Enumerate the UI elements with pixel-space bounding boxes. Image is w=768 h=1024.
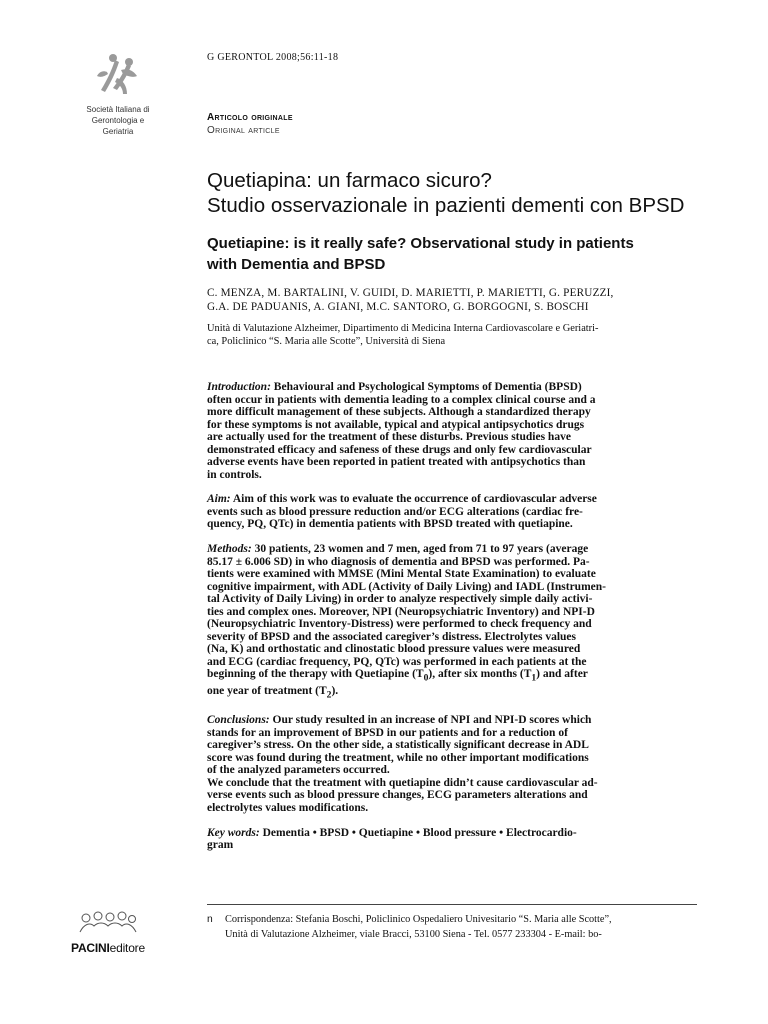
- abstract-line: [207, 668, 697, 685]
- text-run: ), after six months (T: [428, 668, 532, 681]
- abstract-line: caregiver’s stress. On the other side, a statistically significant decrease in ADL: [207, 739, 589, 752]
- abstract-line: Dementia • BPSD • Quetiapine • Blood pressure • Electrocardio-: [259, 826, 577, 839]
- abstract-aim: [207, 493, 697, 531]
- publisher-name-rest: editore: [109, 941, 145, 955]
- abstract-line: verse events such as blood pressure changes, ECG parameters alterations and: [207, 789, 588, 802]
- abstract-line: [207, 685, 697, 702]
- title-english-line: Quetiapine: is it really safe? Observational study in patients: [207, 235, 634, 252]
- abstract-keywords: [207, 827, 697, 852]
- abstract-line: cognitive impairment, with ADL (Activity of Daily Living) and IADL (Instrumen-: [207, 580, 606, 593]
- abstract-line: for these symptoms is not available, typical and atypical antipsychotics drugs: [207, 418, 585, 431]
- abstract-line: electrolytes values modifications.: [207, 802, 369, 814]
- abstract-line: tal Activity of Daily Living) in order to analyze respectively simple daily activi-: [207, 593, 593, 606]
- abstract-line: events such as blood pressure reduction and/or ECG alterations (cardiac fre-: [207, 505, 583, 518]
- affiliation-line: Unità di Valutazione Alzheimer, Dipartimento di Medicina Interna Cardiovascolare e Geriatri-: [207, 323, 599, 334]
- article-type: [207, 112, 293, 136]
- abstract-line: stands for an improvement of BPSD in our patients and for a reduction of: [207, 726, 568, 739]
- abstract-line: Behavioural and Psychological Symptoms of Dementia (BPSD): [270, 381, 582, 393]
- society-name-line: Gerontologia e: [91, 116, 145, 125]
- abstract-line: gram: [207, 839, 234, 852]
- title-italian: [207, 168, 727, 218]
- publisher-name-bold: PACINI: [71, 941, 110, 955]
- article-type-it: Articolo originale: [207, 112, 293, 123]
- authors-line: C. MENZA, M. BARTALINI, V. GUIDI, D. MARIETTI, P. MARIETTI, G. PERUZZI,: [207, 287, 614, 299]
- introduction-heading: Introduction:: [207, 381, 271, 393]
- abstract-line: score was found during the treatment, while no other important modifications: [207, 751, 589, 764]
- abstract-line: often occur in patients with dementia leading to a complex clinical course and a: [207, 393, 596, 406]
- conclusions-heading: Conclusions:: [207, 714, 270, 727]
- authors-line: G.A. DE PADUANIS, A. GIANI, M.C. SANTORO, G. BORGOGNI, S. BOSCHI: [207, 301, 589, 313]
- footnote-line: Unità di Valutazione Alzheimer, viale Bracci, 53100 Siena - Tel. 0577 233304 - E-mail: bo-: [225, 929, 602, 940]
- journal-reference: G GERONTOL 2008;56:11-18: [207, 52, 339, 63]
- aim-heading: Aim:: [207, 493, 231, 506]
- society-name-line: Geriatria: [102, 127, 134, 136]
- title-italian-line: Quetiapina: un farmaco sicuro?: [207, 169, 492, 192]
- abstract-conclusions-2: [207, 777, 697, 815]
- publisher-emblem-icon: [76, 910, 140, 934]
- society-logo: [78, 50, 158, 137]
- society-emblem-icon: [93, 50, 143, 100]
- abstract-introduction: [207, 381, 697, 481]
- abstract-line: (Neuropsychiatric Inventory-Distress) were performed to check frequency and: [207, 618, 592, 631]
- publisher-name: [68, 941, 148, 955]
- text-run: beginning of the therapy with Quetiapine (T: [207, 668, 424, 681]
- abstract-line: 85.17 ± 6.006 SD) in who diagnosis of dementia and BPSD was performed. Pa-: [207, 555, 590, 568]
- abstract-line: in controls.: [207, 468, 262, 481]
- abstract-line: 30 patients, 23 women and 7 men, aged from 71 to 97 years (average: [251, 543, 589, 556]
- abstract-methods: [207, 543, 697, 702]
- footnote-line: Corrispondenza: Stefania Boschi, Policlinico Ospedaliero Univesitario “S. Maria alle Scotte”,: [225, 914, 612, 925]
- keywords-heading: Key words:: [207, 826, 260, 839]
- abstract: [207, 381, 697, 864]
- abstract-line: Our study resulted in an increase of NPI and NPI-D scores which: [269, 714, 592, 727]
- affiliation-line: ca, Policlinico “S. Maria alle Scotte”, Università di Siena: [207, 336, 446, 347]
- publisher-logo: [68, 910, 148, 955]
- abstract-line: of the analyzed parameters occurred.: [207, 764, 390, 777]
- text-run: one year of treatment (T: [207, 685, 327, 698]
- abstract-line: We conclude that the treatment with quetiapine didn’t cause cardiovascular ad-: [207, 776, 598, 789]
- title-english: [207, 233, 727, 275]
- abstract-line: ties and complex ones. Moreover, NPI (Neuropsychiatric Inventory) and NPI-D: [207, 605, 595, 618]
- abstract-line: severity of BPSD and the associated caregiver’s distress. Electrolytes values: [207, 630, 577, 643]
- title-italian-line: Studio osservazionale in pazienti dementi con BPSD: [207, 194, 685, 217]
- abstract-line: (Na, K) and orthostatic and clinostatic blood pressure values were measured: [207, 643, 581, 656]
- title-english-line: with Dementia and BPSD: [207, 256, 386, 273]
- abstract-line: quency, PQ, QTc) in dementia patients with BPSD treated with quetiapine.: [207, 518, 573, 531]
- footnote-marker: n: [207, 914, 213, 925]
- authors: [207, 286, 614, 314]
- abstract-line: adverse events have been reported in patient treated with antipsychotics than: [207, 456, 586, 469]
- abstract-line: and ECG (cardiac frequency, PQ, QTc) was performed in each patients at the: [207, 655, 587, 668]
- abstract-conclusions: [207, 714, 697, 777]
- society-name: [78, 104, 158, 137]
- abstract-line: demonstrated efficacy and safeness of these drugs and only few cardiovascular: [207, 443, 592, 456]
- article-type-en: Original article: [207, 125, 280, 136]
- subscript: 0: [423, 672, 429, 684]
- footnote-divider: [207, 904, 697, 905]
- abstract-line: more difficult management of these subjects. Although a standardized therapy: [207, 406, 591, 419]
- society-name-line: Società Italiana di: [86, 105, 150, 114]
- abstract-line: are actually used for the treatment of these disturbs. Previous studies have: [207, 431, 571, 444]
- correspondence-footnote: [207, 912, 612, 942]
- text-run: ) and after: [536, 668, 588, 681]
- methods-heading: Methods:: [207, 543, 252, 556]
- subscript: 1: [531, 672, 537, 684]
- text-run: ).: [331, 685, 339, 698]
- affiliation: [207, 322, 599, 348]
- abstract-line: Aim of this work was to evaluate the occurrence of cardiovascular adverse: [230, 493, 597, 506]
- subscript: 2: [326, 689, 332, 701]
- abstract-line: tients were examined with MMSE (Mini Mental State Examination) to evaluate: [207, 568, 596, 581]
